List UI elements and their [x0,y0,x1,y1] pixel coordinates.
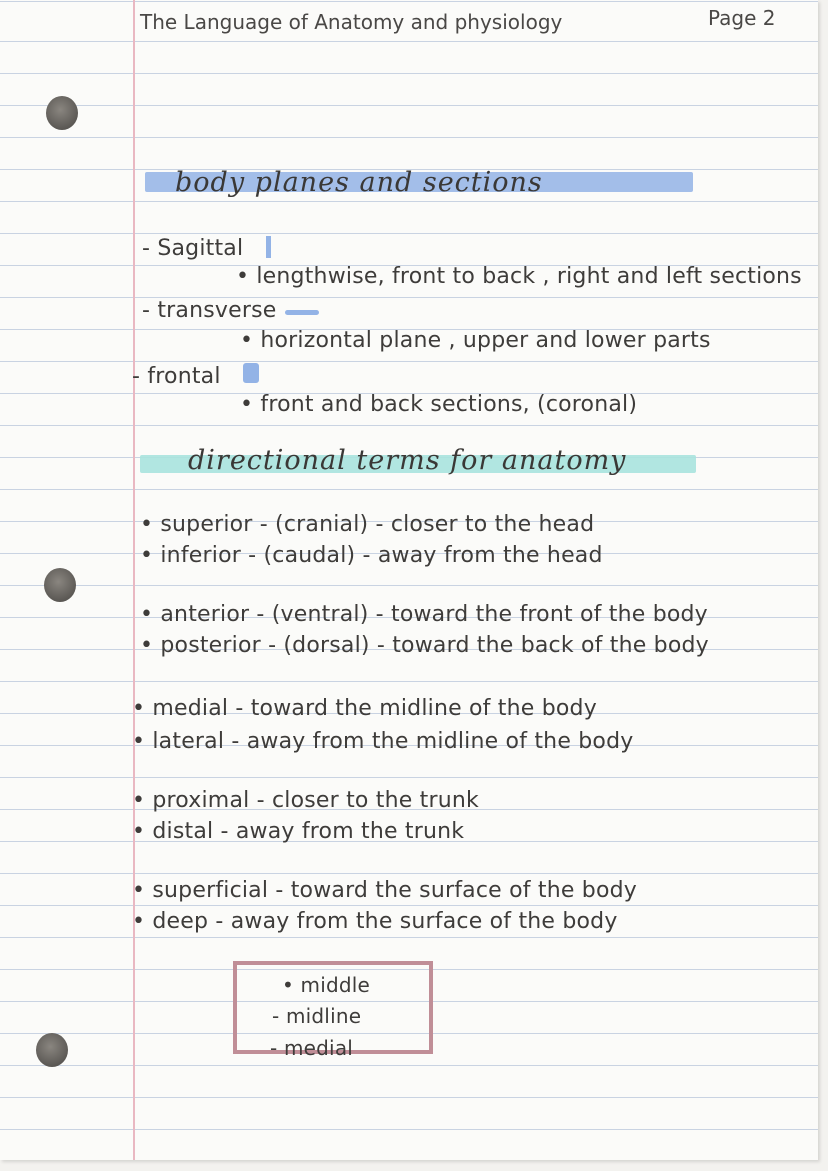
margin-line [133,0,135,1160]
page-title: The Language of Anatomy and physiology [140,10,563,34]
term-line: • deep - away from the surface of the body [132,909,618,934]
plane-detail: • front and back sections, (coronal) [240,392,638,417]
box-item: • middle [282,973,371,997]
plane-detail: • horizontal plane , upper and lower parts [240,328,711,353]
section-heading-planes: body planes and sections [175,167,543,198]
frontal-plane-swatch [243,363,259,383]
sagittal-plane-swatch [266,236,271,258]
binder-hole [36,1033,68,1067]
term-line: • posterior - (dorsal) - toward the back of the body [140,633,709,658]
box-item: - midline [272,1004,362,1028]
section-heading-directional: directional terms for anatomy [188,445,627,476]
term-line: • anterior - (ventral) - toward the front of the body [140,602,708,627]
plane-detail: • lengthwise, front to back , right and left sections [236,264,802,289]
term-line: • superficial - toward the surface of the body [132,878,637,903]
term-line: • medial - toward the midline of the body [132,696,597,721]
box-item: - medial [270,1036,354,1060]
binder-hole [44,568,76,602]
page-number: Page 2 [708,6,776,30]
plane-name: - frontal [132,364,221,389]
term-line: • lateral - away from the midline of the body [132,729,634,754]
term-line: • proximal - closer to the trunk [132,788,479,813]
plane-name: - transverse [142,298,277,323]
plane-name: - Sagittal [142,236,244,261]
term-line: • inferior - (caudal) - away from the head [140,543,603,568]
term-line: • distal - away from the trunk [132,819,465,844]
term-line: • superior - (cranial) - closer to the head [140,512,595,537]
transverse-plane-swatch [285,310,319,315]
binder-hole [46,96,78,130]
